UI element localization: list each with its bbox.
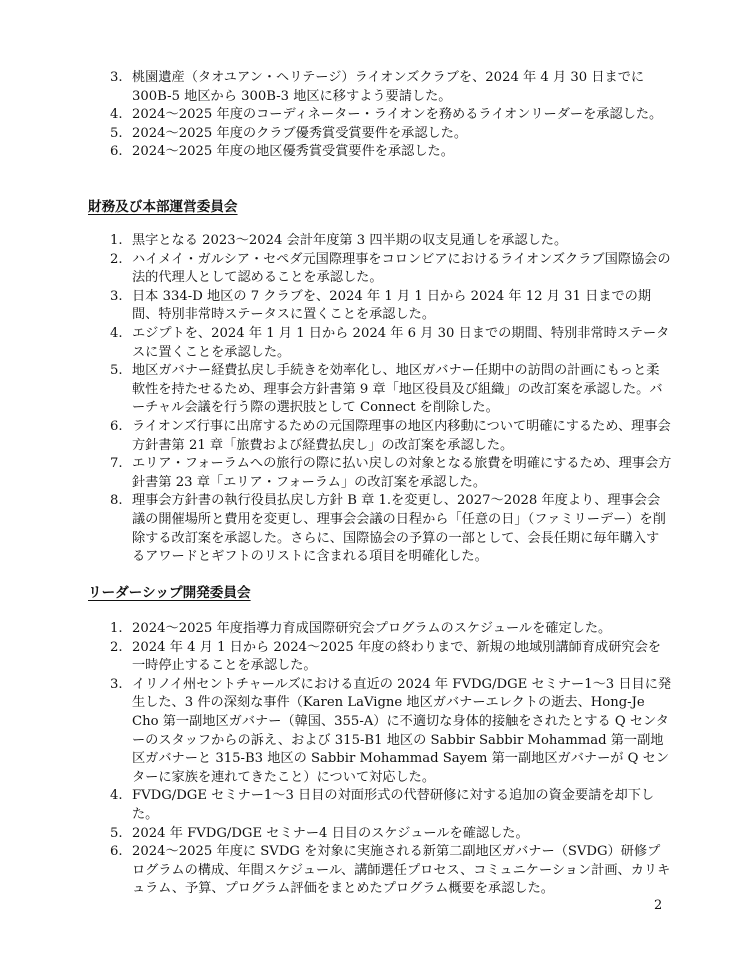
leadership-committee-heading: リーダーシップ開発委員会 [88, 585, 251, 601]
finance-committee-list [0, 232, 750, 567]
list-item: 3. 日本 334-D 地区の 7 クラブを、2024 年 1 月 1 日から 2024 年 12 月 31 日までの期間、特別非常時ステータスに置くことを承認した。 [110, 288, 652, 323]
list-item: 6. ライオンズ行事に出席するための元国際理事の地区内移動について明確にするため、理事会方針書第 21 章「旅費および経費払戻し」の改訂案を承認した。 [110, 418, 671, 453]
list-item: 8. 理事会方針書の執行役員払戻し方針 B 章 1.を変更し、2027～2028 年度より、理事会会議の開催場所と費用を変更し、理事会会議の日程から「任意の日」（ファミリーデー）を削除する改訂案を承認した。さらに、国際協会の予算の一部として、会長任期に毎年購入するアワードとギフトのリストに含まれる項目を明確化した。 [110, 493, 666, 565]
finance-committee-heading: 財務及び本部運営委員会 [88, 199, 238, 215]
list-item: 5. 地区ガバナー経費払戻し手続きを効率化し、地区ガバナー任期中の訪問の計画にもっと柔軟性を持たせるため、理事会方針書第 9 章「地区役員及び組織」の改訂案を承認した。バーチャル会議を行う際の選択肢として Connect を削除した。 [110, 363, 663, 416]
list-item: 6. 2024～2025 年度に SVDG を対象に実施される新第二副地区ガバナー（SVDG）研修プログラムの構成、年間スケジュール、講師選任プロセス、コミュニケーション計画、カリキュラム、予算、プログラム評価をまとめたプログラム概要を承認した。 [110, 844, 671, 897]
list-item: 4. 2024～2025 年度のコーディネーター・ライオンを務めるライオンリーダーを承認した。 [110, 107, 663, 123]
leadership-committee-list [0, 620, 750, 899]
page-number: 2 [654, 898, 663, 913]
list-item: 5. 2024～2025 年度のクラブ優秀賞受賞要件を承認した。 [110, 125, 468, 141]
list-item: 3. イリノイ州セントチャールズにおける直近の 2024 年 FVDG/DGE セミナー1～3 日目に発生した、3 件の深刻な事件（Karen LaVigne 地区ガバナーエレクトの逝去、Hong-Je Cho 第一副地区ガバナー（韓国、355-A）に不適切な身体的接触をされたとする Q センターのスタッフからの訴え、および 315-B1 地区の Sabbir Sabbir Mohammad 第一副地区ガバナーと 315-B3 地区の Sabbir Mohammad Sayem 第一副地区ガバナーが Q センターに家族を連れてきたこと）について対応した。 [110, 676, 672, 785]
list-item: 2. ハイメイ・ガルシア・セペダ元国際理事をコロンビアにおけるライオンズクラブ国際協会の法的代理人として認めることを承認した。 [110, 251, 671, 286]
list-item: 6. 2024～2025 年度の地区優秀賞受賞要件を承認した。 [110, 144, 454, 160]
list-item: 4. FVDG/DGE セミナー1～3 日目の対面形式の代替研修に対する追加の資金要請を却下した。 [110, 788, 655, 822]
list-item: 7. エリア・フォーラムへの旅行の際に払い戻しの対象となる旅費を明確にするため、理事会方針書第 23 章「エリア・フォーラム」の改訂案を承認した。 [110, 456, 672, 490]
list-item: 5. 2024 年 FVDG/DGE セミナー4 日目のスケジュールを確認した。 [110, 825, 529, 841]
list-item: 2. 2024 年 4 月 1 日から 2024～2025 年度の終わりまで、新規の地域別講師育成研究会を一時停止することを承認した。 [110, 639, 661, 674]
list-item: 1. 黒字となる 2023～2024 会計年度第 3 四半期の収支見通しを承認した。 [110, 233, 568, 248]
lcif-continued-list [0, 69, 750, 162]
list-item: 3. 桃園遺産（タオユアン・ヘリテージ）ライオンズクラブを、2024 年 4 月 30 日までに 300B-5 地区から 300B-3 地区に移すよう要請した。 [110, 70, 645, 104]
list-item: 4. エジプトを、2024 年 1 月 1 日から 2024 年 6 月 30 日までの期間、特別非常時ステータスに置くことを承認した。 [110, 325, 670, 360]
list-item: 1. 2024～2025 年度指導力育成国際研究会プログラムのスケジュールを確定した。 [110, 621, 612, 636]
